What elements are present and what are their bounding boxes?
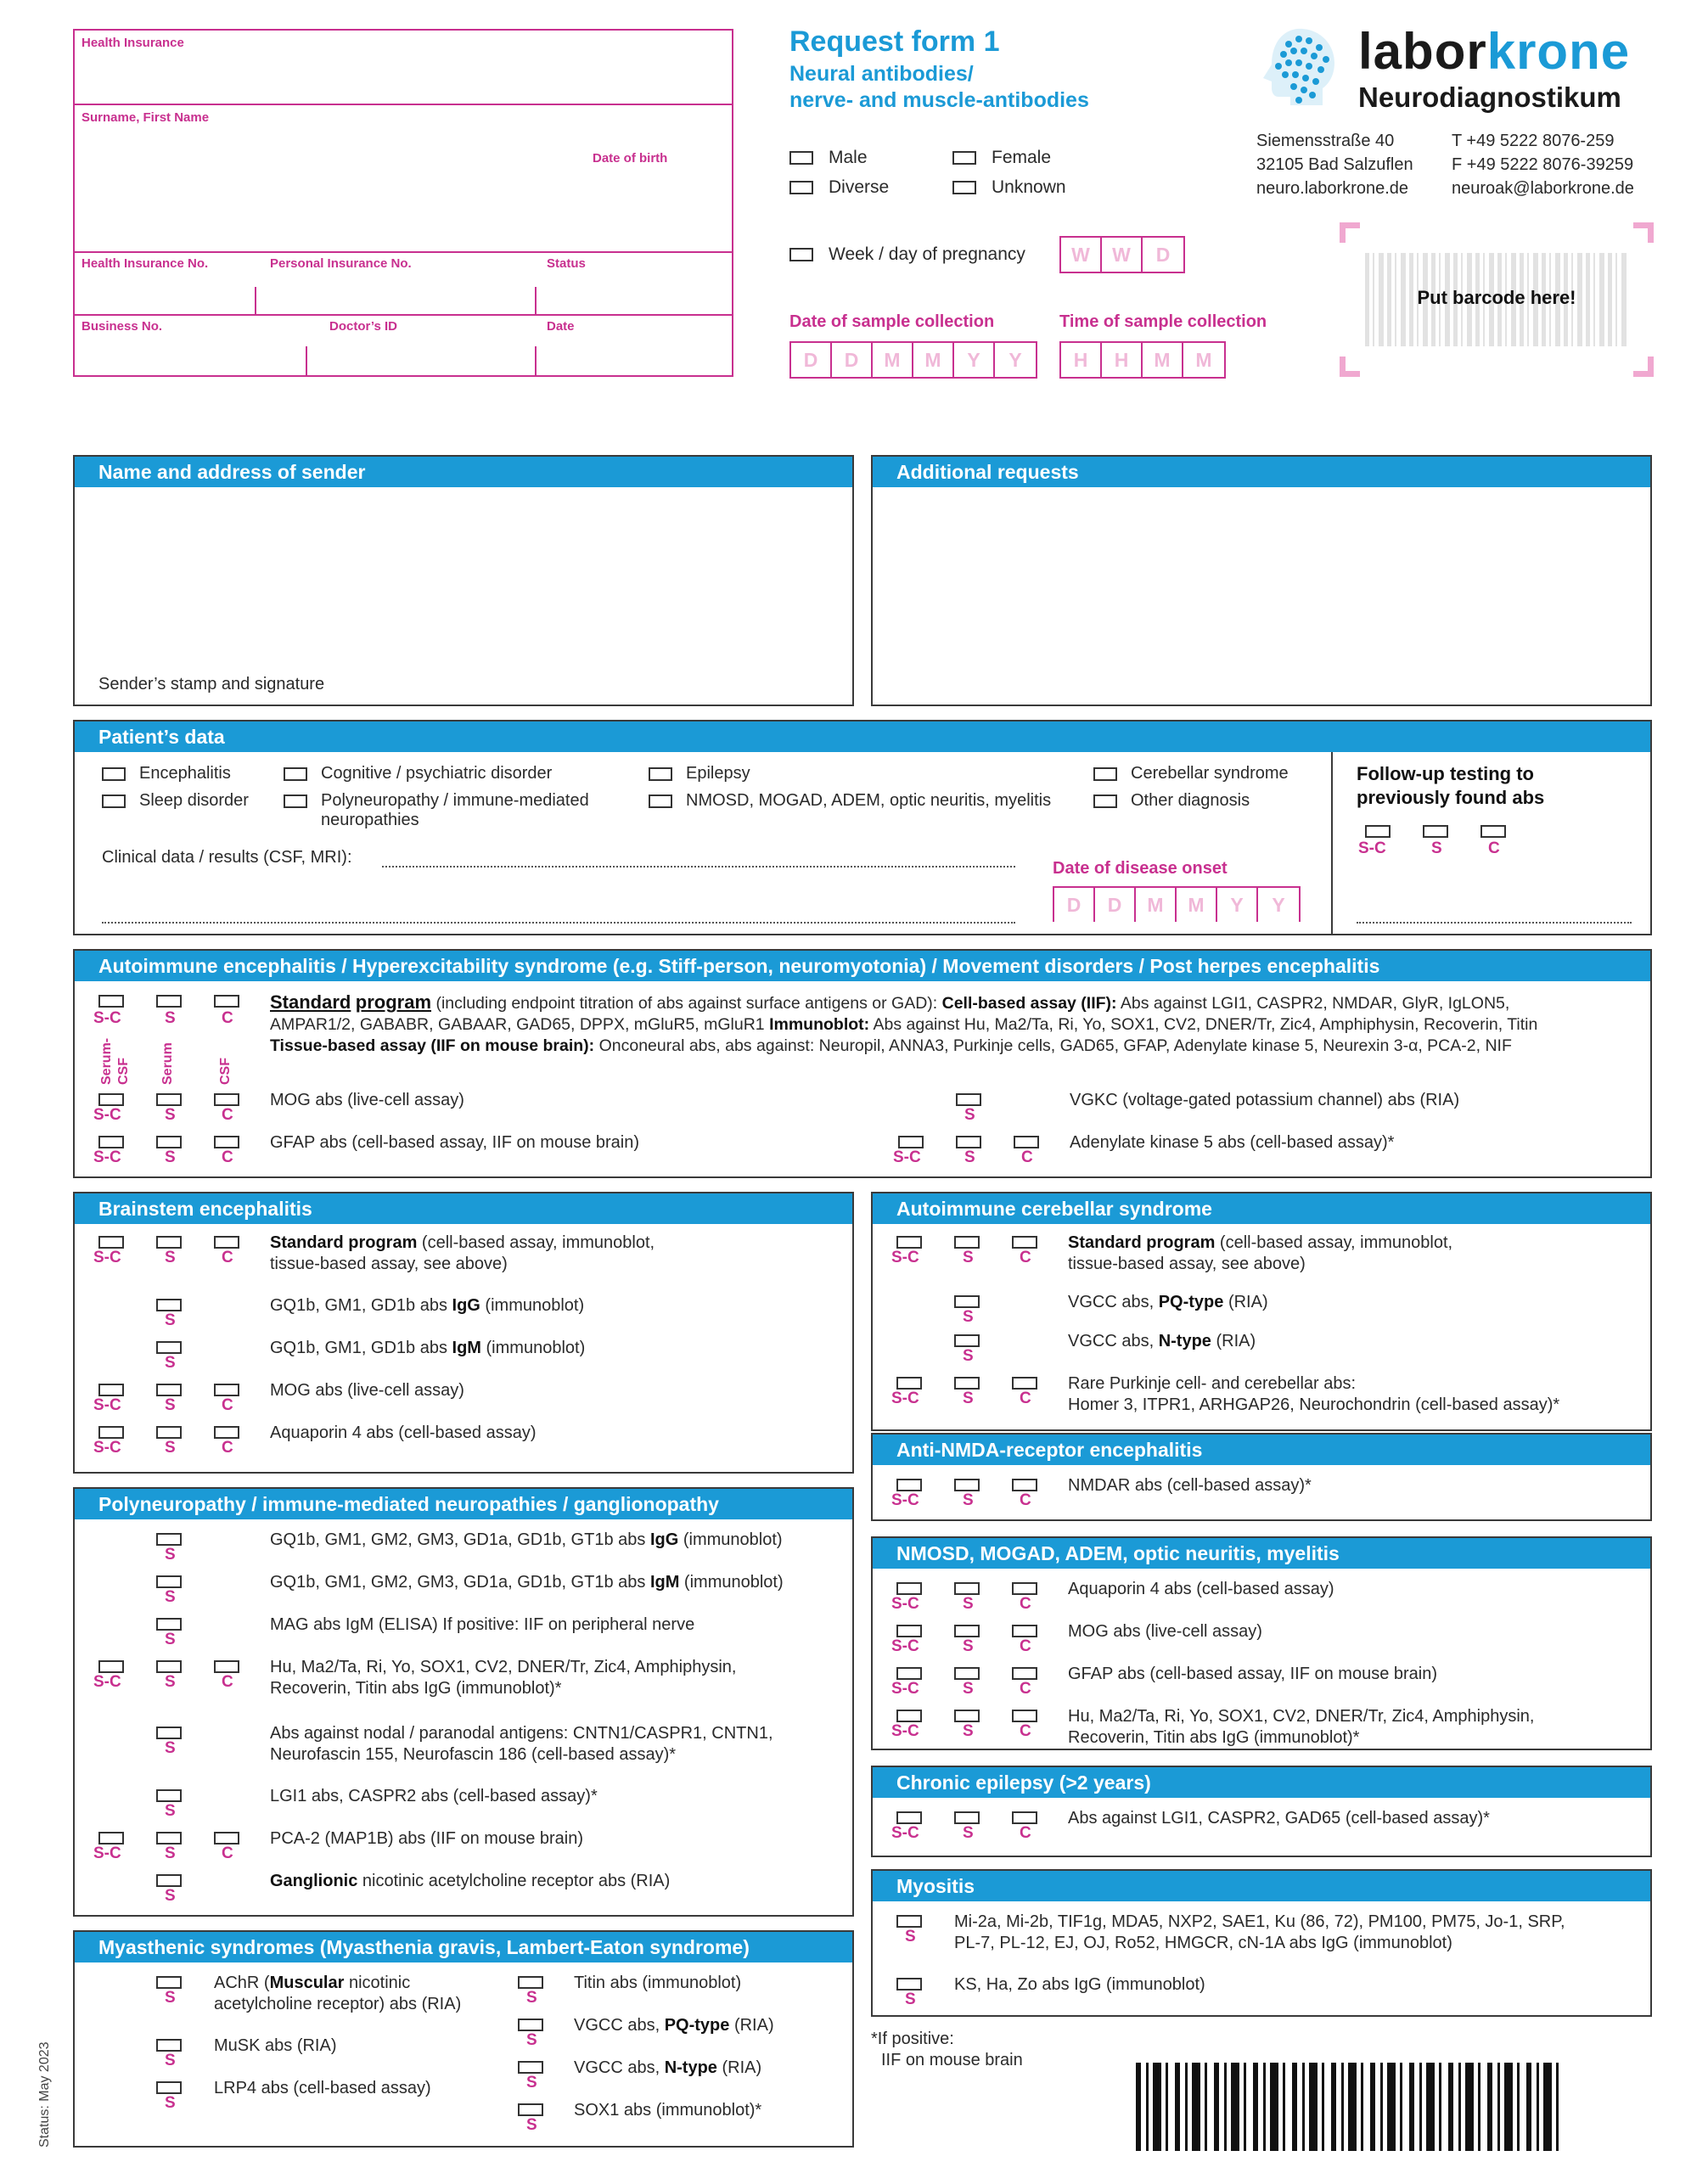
unknown-checkbox[interactable]	[952, 181, 976, 194]
epilepsy-header: Chronic epilepsy (>2 years)	[873, 1767, 1650, 1798]
nmda-abs: NMDAR abs (cell-based assay)*	[1068, 1476, 1312, 1495]
specimen-label: S-C	[891, 1390, 919, 1407]
specimen-label: S	[964, 1106, 975, 1124]
specimen-label: S	[165, 1673, 176, 1691]
nmosd-hu: Hu, Ma2/Ta, Ri, Yo, SOX1, CV2, DNER/Tr, Zic4, Amphiphysin, Recoverin, Titin abs IgG (immunoblot)*	[1068, 1707, 1535, 1747]
specimen-label: S	[526, 2116, 537, 2134]
test-checkbox[interactable]	[156, 1136, 182, 1148]
autoimmune-encephalitis-section	[73, 949, 1652, 1178]
specimen-label: S-C	[891, 1249, 919, 1266]
poly-mag: MAG abs IgM (ELISA) If positive: IIF on peripheral nerve	[270, 1615, 695, 1634]
sleep-disorder-option[interactable]: Sleep disorder	[102, 791, 249, 811]
brain-head-logo-icon	[1255, 24, 1341, 112]
test-checkbox[interactable]	[954, 1479, 980, 1491]
patient-data-section	[73, 720, 1652, 935]
test-checkbox[interactable]	[1423, 825, 1448, 838]
specimen-label: C	[1488, 839, 1500, 857]
specimen-label: C	[1020, 1680, 1031, 1698]
name-label: Surname, First Name	[81, 110, 210, 125]
myositis-header: Myositis	[873, 1871, 1650, 1901]
test-checkbox[interactable]	[954, 1625, 980, 1637]
specimen-label: C	[222, 1148, 233, 1166]
test-checkbox[interactable]	[954, 1377, 980, 1390]
test-checkbox[interactable]	[156, 1341, 182, 1354]
test-checkbox[interactable]	[156, 1789, 182, 1802]
specimen-label: C	[1020, 1722, 1031, 1740]
test-checkbox[interactable]	[896, 1625, 922, 1637]
pregnancy-digits[interactable]: W W D	[1059, 236, 1185, 273]
test-checkbox[interactable]	[896, 1710, 922, 1722]
test-checkbox[interactable]	[954, 1811, 980, 1824]
test-checkbox[interactable]	[1014, 1136, 1039, 1148]
specimen-label: C	[222, 1439, 233, 1457]
specimen-label: C	[222, 1845, 233, 1862]
specimen-label: S	[165, 1739, 176, 1757]
test-checkbox[interactable]	[1012, 1811, 1037, 1824]
specimen-label: S-C	[891, 1824, 919, 1842]
specimen-label: S	[905, 1991, 916, 2008]
brand-name: laborkrone	[1358, 23, 1631, 80]
test-checkbox[interactable]	[214, 1093, 239, 1106]
date-label: Date	[547, 319, 575, 334]
specimen-label: C	[222, 1396, 233, 1414]
specimen-label: S	[165, 1802, 176, 1820]
form-subtitle-1: Neural antibodies/	[789, 62, 974, 86]
pregnancy-checkbox[interactable]	[789, 248, 813, 261]
specimen-label: S	[905, 1928, 916, 1946]
specimen-label: S	[963, 1595, 974, 1613]
test-checkbox[interactable]	[214, 1136, 239, 1148]
mya-lrp4: LRP4 abs (cell-based assay)	[214, 2079, 431, 2097]
test-checkbox[interactable]	[954, 1236, 980, 1249]
specimen-label: S-C	[891, 1680, 919, 1698]
test-checkbox[interactable]	[98, 1660, 124, 1673]
serum-csf-label: Serum-CSF	[99, 1037, 131, 1085]
nmda-header: Anti-NMDA-receptor encephalitis	[873, 1435, 1650, 1465]
male-option[interactable]: Male	[789, 148, 868, 168]
polyneuropathy-header: Polyneuropathy / immune-mediated neuropathies / ganglionopathy	[75, 1489, 852, 1519]
test-checkbox[interactable]	[156, 1976, 182, 1989]
myasthenic-section	[73, 1930, 854, 2148]
ae-gfap: GFAP abs (cell-based assay, IIF on mouse brain)	[270, 1133, 640, 1152]
be-aqp4: Aquaporin 4 abs (cell-based assay)	[270, 1423, 537, 1442]
test-checkbox[interactable]	[954, 1667, 980, 1680]
pregnancy-option[interactable]: Week / day of pregnancy	[789, 244, 1025, 265]
ae-mog: MOG abs (live-cell assay)	[270, 1091, 464, 1109]
specimen-label: S	[165, 2094, 176, 2112]
specimen-label: S-C	[891, 1637, 919, 1655]
specimen-label: S	[963, 1491, 974, 1509]
test-checkbox[interactable]	[98, 1384, 124, 1396]
specimen-label: C	[222, 1673, 233, 1691]
test-checkbox[interactable]	[956, 1136, 981, 1148]
test-checkbox[interactable]	[156, 1299, 182, 1311]
specimen-label: S-C	[93, 1009, 121, 1027]
csf-label: CSF	[218, 1058, 233, 1085]
test-checkbox[interactable]	[896, 1667, 922, 1680]
brainstem-section	[73, 1192, 854, 1474]
test-checkbox[interactable]	[896, 1479, 922, 1491]
mya-musk: MuSK abs (RIA)	[214, 2036, 337, 2055]
clinical-data-line-1[interactable]	[382, 866, 1015, 868]
test-checkbox[interactable]	[1480, 825, 1506, 838]
test-checkbox[interactable]	[518, 2019, 543, 2031]
test-checkbox[interactable]	[896, 1377, 922, 1390]
polyneuropathy-section	[73, 1487, 854, 1917]
polyneuropathy-option[interactable]: Polyneuropathy / immune-mediated	[284, 791, 589, 811]
test-checkbox[interactable]	[1012, 1667, 1037, 1680]
test-checkbox[interactable]	[156, 1426, 182, 1439]
be-mog: MOG abs (live-cell assay)	[270, 1381, 464, 1400]
test-checkbox[interactable]	[98, 1136, 124, 1148]
test-checkbox[interactable]	[954, 1334, 980, 1347]
diverse-checkbox[interactable]	[789, 181, 813, 194]
test-checkbox[interactable]	[1012, 1582, 1037, 1595]
test-checkbox[interactable]	[98, 1426, 124, 1439]
female-checkbox[interactable]	[952, 151, 976, 165]
epilepsy-section	[871, 1766, 1652, 1857]
specimen-label: S	[526, 2074, 537, 2092]
dob-label: Date of birth	[593, 151, 668, 166]
mya-sox1: SOX1 abs (immunoblot)*	[574, 2101, 762, 2120]
test-checkbox[interactable]	[954, 1582, 980, 1595]
test-checkbox[interactable]	[896, 1582, 922, 1595]
status-label: Status	[547, 256, 586, 271]
specimen-label: S-C	[93, 1845, 121, 1862]
poly-nodal: Abs against nodal / paranodal antigens: CNTN1/CASPR1, CNTN1, Neurofascin 155, Neurofascin 186 (cell-based assay)*	[270, 1724, 773, 1764]
poly-gq-igg: GQ1b, GM1, GM2, GM3, GD1a, GD1b, GT1b abs IgG (immunoblot)	[270, 1530, 783, 1549]
myositis-panel: Mi-2a, Mi-2b, TIF1g, MDA5, NXP2, SAE1, Ku (86, 72), PM100, PM75, Jo-1, SRP, PL-7, PL-12, EJ, OJ, Ro52, HMGCR, cN-1A abs IgG (immunoblot)	[954, 1912, 1565, 1952]
specimen-label: S	[963, 1824, 974, 1842]
test-checkbox[interactable]	[896, 1236, 922, 1249]
polyneuropathy-option-line2: neuropathies	[321, 811, 419, 829]
collection-date-label: Date of sample collection	[789, 312, 995, 331]
specimen-label: S-C	[93, 1439, 121, 1457]
test-checkbox[interactable]	[214, 1236, 239, 1249]
specimen-label: S-C	[893, 1148, 921, 1166]
test-checkbox[interactable]	[956, 1093, 981, 1106]
ae-ak5: Adenylate kinase 5 abs (cell-based assay)*	[1070, 1133, 1395, 1152]
be-gq-igm: GQ1b, GM1, GD1b abs IgM (immunoblot)	[270, 1339, 586, 1357]
test-checkbox[interactable]	[214, 1384, 239, 1396]
test-checkbox[interactable]	[954, 1295, 980, 1308]
specimen-label: S	[165, 1631, 176, 1648]
specimen-label: S	[963, 1249, 974, 1266]
test-checkbox[interactable]	[1012, 1710, 1037, 1722]
doctor-id-label: Doctor’s ID	[329, 319, 398, 334]
nmosd-option[interactable]: NMOSD, MOGAD, ADEM, optic neuritis, myelitis	[649, 791, 1051, 811]
myositis-ks: KS, Ha, Zo abs IgG (immunoblot)	[954, 1975, 1205, 1994]
be-gq-igg: GQ1b, GM1, GD1b abs IgG (immunoblot)	[270, 1296, 585, 1315]
ae-vgkc: VGKC (voltage-gated potassium channel) abs (RIA)	[1070, 1091, 1460, 1109]
specimen-label: S	[963, 1680, 974, 1698]
test-checkbox[interactable]	[156, 1236, 182, 1249]
cer-standard: Standard program (cell-based assay, immunoblot, tissue-based assay, see above)	[1068, 1233, 1453, 1273]
insurance-no-label: Health Insurance No.	[81, 256, 209, 271]
myositis-section	[871, 1869, 1652, 2017]
encephalitis-option[interactable]: Encephalitis	[102, 764, 231, 783]
test-checkbox[interactable]	[214, 1660, 239, 1673]
specimen-label: S	[963, 1637, 974, 1655]
test-checkbox[interactable]	[156, 1660, 182, 1673]
test-checkbox[interactable]	[156, 1832, 182, 1845]
disease-onset-label: Date of disease onset	[1053, 859, 1228, 878]
mya-titin: Titin abs (immunoblot)	[574, 1974, 742, 1992]
epilepsy-abs: Abs against LGI1, CASPR2, GAD65 (cell-based assay)*	[1068, 1809, 1490, 1828]
follow-up-line[interactable]	[1357, 922, 1632, 924]
specimen-label: C	[222, 1249, 233, 1266]
form-barcode	[1136, 2063, 1560, 2151]
female-option[interactable]: Female	[952, 148, 1051, 168]
cer-rare: Rare Purkinje cell- and cerebellar abs: Homer 3, ITPR1, ARHGAP26, Neurochondrin (cell-based assay)*	[1068, 1374, 1560, 1414]
be-standard: Standard program (cell-based assay, immunoblot, tissue-based assay, see above)	[270, 1233, 655, 1273]
specimen-label: C	[1020, 1637, 1031, 1655]
contact-block: T +49 5222 8076-259 F +49 5222 8076-39259 neuroak@laborkrone.de	[1452, 132, 1634, 198]
test-checkbox[interactable]	[518, 2061, 543, 2074]
test-checkbox[interactable]	[896, 1811, 922, 1824]
test-checkbox[interactable]	[156, 2081, 182, 2094]
cer-vgcc-n: VGCC abs, N-type (RIA)	[1068, 1332, 1256, 1350]
specimen-label: S	[165, 1546, 176, 1564]
collection-time-digits[interactable]: H H M M	[1059, 341, 1226, 379]
poly-lgi1: LGI1 abs, CASPR2 abs (cell-based assay)*	[270, 1787, 598, 1805]
test-checkbox[interactable]	[954, 1710, 980, 1722]
myasthenic-header: Myasthenic syndromes (Myasthenia gravis, Lambert-Eaton syndrome)	[75, 1932, 852, 1962]
cerebellar-header: Autoimmune cerebellar syndrome	[873, 1193, 1650, 1224]
specimen-label: S	[165, 1249, 176, 1266]
test-checkbox[interactable]	[898, 1136, 924, 1148]
specimen-label: C	[1020, 1824, 1031, 1842]
specimen-label: S	[165, 1989, 176, 2007]
address-block: Siemensstraße 40 32105 Bad Salzuflen neuro.laborkrone.de	[1256, 132, 1413, 198]
test-checkbox[interactable]	[156, 1874, 182, 1887]
test-checkbox[interactable]	[156, 995, 182, 1008]
other-diagnosis-option[interactable]: Other diagnosis	[1093, 791, 1250, 811]
test-checkbox[interactable]	[98, 1832, 124, 1845]
patient-data-header: Patient’s data	[75, 722, 1650, 752]
test-checkbox[interactable]	[518, 2103, 543, 2116]
specimen-label: S	[1431, 839, 1442, 857]
specimen-label: S	[165, 1148, 176, 1166]
specimen-label: C	[1020, 1491, 1031, 1509]
barcode-placeholder	[1340, 222, 1654, 377]
specimen-label: C	[222, 1009, 233, 1027]
specimen-label: S	[165, 1106, 176, 1124]
test-checkbox[interactable]	[156, 1618, 182, 1631]
test-checkbox[interactable]	[156, 1533, 182, 1546]
disease-onset-digits[interactable]: D D M M Y Y	[1053, 886, 1301, 922]
specimen-label: S-C	[93, 1249, 121, 1266]
specimen-label: S	[526, 2031, 537, 2049]
test-checkbox[interactable]	[1012, 1625, 1037, 1637]
additional-requests-section[interactable]	[871, 455, 1652, 706]
poly-hu: Hu, Ma2/Ta, Ri, Yo, SOX1, CV2, DNER/Tr, Zic4, Amphiphysin, Recoverin, Titin abs IgG (immunoblot)*	[270, 1658, 737, 1698]
form-title: Request form 1	[789, 25, 1000, 58]
brand-tagline: Neurodiagnostikum	[1358, 81, 1621, 113]
specimen-label: S	[165, 1396, 176, 1414]
specimen-label: C	[1020, 1390, 1031, 1407]
specimen-label: S	[526, 1989, 537, 2007]
test-checkbox[interactable]	[1012, 1377, 1037, 1390]
business-no-label: Business No.	[81, 319, 163, 334]
specimen-label: S-C	[891, 1595, 919, 1613]
poly-ganglionic: Ganglionic nicotinic acetylcholine receptor abs (RIA)	[270, 1872, 671, 1890]
nmosd-aqp4: Aquaporin 4 abs (cell-based assay)	[1068, 1580, 1334, 1598]
nmosd-section	[871, 1536, 1652, 1750]
specimen-label: S	[165, 1588, 176, 1606]
test-checkbox[interactable]	[98, 995, 124, 1008]
test-checkbox[interactable]	[156, 1093, 182, 1106]
sender-section	[73, 455, 854, 706]
specimen-label: C	[222, 1106, 233, 1124]
test-checkbox[interactable]	[214, 1832, 239, 1845]
test-checkbox[interactable]	[896, 1978, 922, 1991]
epilepsy-option[interactable]: Epilepsy	[649, 764, 750, 783]
specimen-label: C	[1020, 1595, 1031, 1613]
ae-header: Autoimmune encephalitis / Hyperexcitability syndrome (e.g. Stiff-person, neuromyotonia) / Movement disorders / Post herpes encephalitis	[75, 951, 1650, 981]
specimen-label: S-C	[891, 1722, 919, 1740]
specimen-label: S	[165, 1439, 176, 1457]
cognitive-option[interactable]: Cognitive / psychiatric disorder	[284, 764, 552, 783]
collection-date-digits[interactable]: D D M M Y Y	[789, 341, 1037, 379]
mya-vgcc-pq: VGCC abs, PQ-type (RIA)	[574, 2016, 774, 2035]
nmosd-header: NMOSD, MOGAD, ADEM, optic neuritis, myelitis	[873, 1538, 1650, 1569]
poly-gq-igm: GQ1b, GM1, GM2, GM3, GD1a, GD1b, GT1b abs IgM (immunoblot)	[270, 1573, 784, 1592]
clinical-data-line-2[interactable]	[102, 922, 1015, 924]
mya-vgcc-n: VGCC abs, N-type (RIA)	[574, 2058, 762, 2077]
specimen-label: S	[963, 1347, 974, 1365]
test-checkbox[interactable]	[98, 1093, 124, 1106]
test-checkbox[interactable]	[1365, 825, 1391, 838]
sender-stamp-label: Sender’s stamp and signature	[98, 675, 325, 693]
test-checkbox[interactable]	[156, 1575, 182, 1588]
specimen-label: S	[963, 1722, 974, 1740]
cerebellar-option[interactable]: Cerebellar syndrome	[1093, 764, 1289, 783]
mya-achr: AChR (Muscular nicotinic acetylcholine receptor) abs (RIA)	[214, 1974, 462, 2013]
patient-id-box	[73, 29, 733, 377]
specimen-label: S	[963, 1390, 974, 1407]
test-checkbox[interactable]	[1012, 1479, 1037, 1491]
test-checkbox[interactable]	[156, 1727, 182, 1739]
test-checkbox[interactable]	[156, 2039, 182, 2052]
follow-up-title: Follow-up testing to previously found abs	[1357, 763, 1545, 808]
specimen-label: S-C	[93, 1673, 121, 1691]
specimen-label: S	[165, 1354, 176, 1372]
specimen-label: C	[1020, 1249, 1031, 1266]
nmosd-mog: MOG abs (live-cell assay)	[1068, 1622, 1262, 1641]
barcode-hint: Put barcode here!	[1417, 287, 1576, 308]
status-date: Status: May 2023	[37, 2041, 52, 2148]
cer-vgcc-pq: VGCC abs, PQ-type (RIA)	[1068, 1293, 1268, 1311]
footnote: *If positive: IIF on mouse brain	[871, 2030, 1023, 2069]
specimen-label: S	[165, 1845, 176, 1862]
test-checkbox[interactable]	[214, 1426, 239, 1439]
poly-pca2: PCA-2 (MAP1B) abs (IIF on mouse brain)	[270, 1829, 584, 1848]
test-checkbox[interactable]	[98, 1236, 124, 1249]
specimen-label: S-C	[93, 1106, 121, 1124]
specimen-label: S	[165, 1009, 176, 1027]
nmosd-gfap: GFAP abs (cell-based assay, IIF on mouse brain)	[1068, 1665, 1438, 1683]
serum-label: Serum	[160, 1042, 175, 1085]
test-checkbox[interactable]	[518, 1976, 543, 1989]
specimen-label: S	[165, 1887, 176, 1905]
specimen-label: S-C	[891, 1491, 919, 1509]
specimen-label: S	[165, 2052, 176, 2069]
brainstem-header: Brainstem encephalitis	[75, 1193, 852, 1224]
test-checkbox[interactable]	[214, 995, 239, 1008]
specimen-label: S	[964, 1148, 975, 1166]
form-subtitle-2: nerve- and muscle-antibodies	[789, 88, 1089, 112]
health-insurance-label: Health Insurance	[81, 36, 184, 50]
sender-header: Name and address of sender	[75, 457, 852, 487]
specimen-label: S	[963, 1308, 974, 1326]
specimen-label: S	[165, 1311, 176, 1329]
cerebellar-section	[871, 1192, 1652, 1431]
unknown-option[interactable]: Unknown	[952, 177, 1066, 198]
specimen-label: S-C	[1358, 839, 1386, 857]
test-checkbox[interactable]	[896, 1915, 922, 1928]
specimen-label: C	[1021, 1148, 1033, 1166]
diverse-option[interactable]: Diverse	[789, 177, 889, 198]
test-checkbox[interactable]	[156, 1384, 182, 1396]
collection-time-label: Time of sample collection	[1059, 312, 1267, 331]
personal-insurance-label: Personal Insurance No.	[270, 256, 412, 271]
ae-standard-program: Standard program (including endpoint titration of abs against surface antigens or GAD): Cell-based assay (IIF): Abs against LGI1, CASPR2, NMDAR, GlyR, IgLON5, AMPAR1/2, GABABR, GABAAR, GAD65, DPPX, mGluR5, mGluR1 Immunoblot: Abs against Hu, Ma2/Ta, Ri, Yo, SOX1, CV2, DNER/Tr, Zic4, Amphiphysin, Recoverin, Titin Tissue-based assay (IIF on mouse brain): Onconeural abs, abs against: Neuropil, ANNA3, Purkinje cells, GAD65, GFAP, Adenylate kinase 5, Neurexin 3-α, PCA-2, NIF	[270, 991, 1538, 1055]
male-checkbox[interactable]	[789, 151, 813, 165]
test-checkbox[interactable]	[1012, 1236, 1037, 1249]
specimen-label: S-C	[93, 1396, 121, 1414]
specimen-label: S-C	[93, 1148, 121, 1166]
clinical-data-label: Clinical data / results (CSF, MRI):	[102, 848, 352, 867]
additional-requests-header: Additional requests	[873, 457, 1650, 487]
nmda-section	[871, 1433, 1652, 1521]
